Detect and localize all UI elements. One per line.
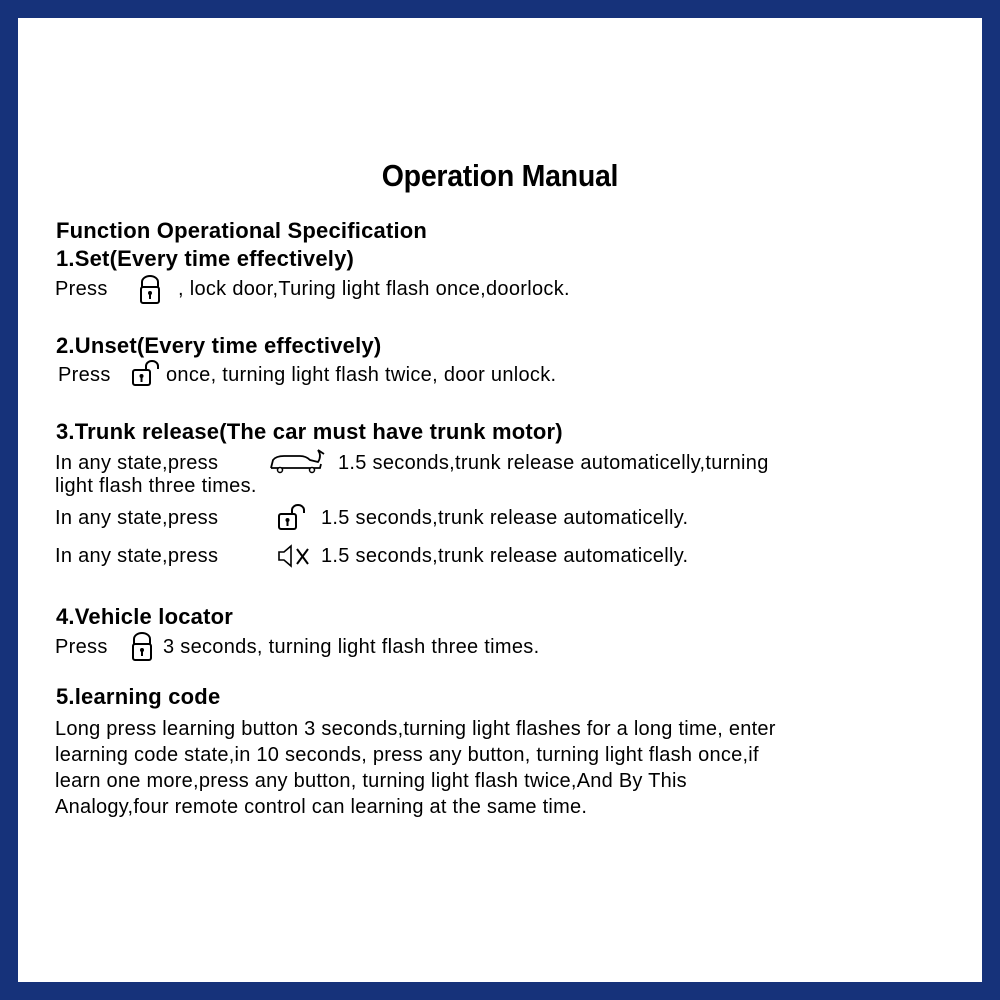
section-5-paragraph [55, 716, 975, 820]
paragraph-line: Long press learning button 3 seconds,turning light flashes for a long time, enter [55, 718, 776, 740]
spec-heading: Function Operational Specification [56, 218, 428, 243]
paragraph-line: learn one more,press any button, turning light flash twice,And By This [55, 770, 687, 792]
lock-icon [138, 275, 162, 305]
section-1-press-text: Press [55, 278, 108, 300]
section-3-line-2-press-text: In any state,press [55, 507, 219, 529]
section-2-heading: 2.Unset(Every time effectively) [56, 333, 382, 358]
page-title: Operation Manual [381, 158, 619, 193]
manual-page [18, 18, 982, 982]
section-1-heading: 1.Set(Every time effectively) [56, 246, 355, 271]
unlock-icon [276, 504, 306, 532]
section-4-heading: 4.Vehicle locator [56, 604, 234, 629]
paragraph-line: Analogy,four remote control can learning at the same time. [55, 796, 588, 818]
section-4-description: 3 seconds, turning light flash three times. [163, 636, 540, 658]
section-3-line-2-description: 1.5 seconds,trunk release automaticelly. [321, 507, 689, 529]
section-3-line-1-continuation: light flash three times. [55, 475, 257, 497]
section-3-line-1-press-text: In any state,press [55, 452, 219, 474]
lock-icon [130, 632, 154, 662]
section-3-line-1-description: 1.5 seconds,trunk release automaticelly,turning [338, 452, 769, 474]
paragraph-line: learning code state,in 10 seconds, press any button, turning light flash once,if [55, 744, 759, 766]
mute-speaker-icon [276, 542, 312, 570]
section-2-press-text: Press [58, 364, 111, 386]
section-2-description: once, turning light flash twice, door unlock. [166, 364, 557, 386]
section-3-heading: 3.Trunk release(The car must have trunk motor) [56, 419, 563, 444]
section-1-description: , lock door,Turing light flash once,doorlock. [178, 278, 570, 300]
trunk-car-icon [268, 444, 328, 474]
section-3-line-3-description: 1.5 seconds,trunk release automaticelly. [321, 545, 689, 567]
unlock-icon [130, 360, 160, 388]
section-3-line-3-press-text: In any state,press [55, 545, 219, 567]
section-5-heading: 5.learning code [56, 684, 221, 709]
section-4-press-text: Press [55, 636, 108, 658]
